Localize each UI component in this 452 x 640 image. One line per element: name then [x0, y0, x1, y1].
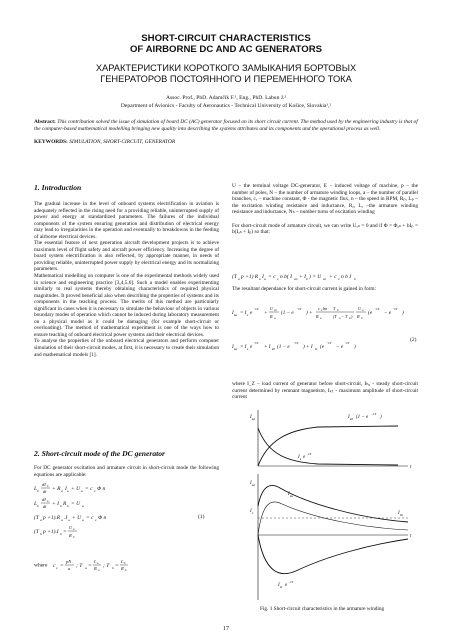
svg-text:c: c	[318, 306, 320, 311]
equation-short-circuit-graphic	[232, 268, 418, 282]
right-column-text	[232, 183, 418, 236]
svg-text:b: b	[124, 568, 127, 572]
svg-text:I: I	[232, 310, 234, 316]
svg-text:kt: kt	[280, 585, 283, 589]
svg-text:e: e	[94, 489, 96, 493]
svg-text:−t/T: −t/T	[288, 580, 294, 584]
svg-text:Φ n: Φ n	[98, 515, 107, 521]
svg-text:=: =	[59, 563, 64, 569]
svg-text:e: e	[321, 308, 323, 312]
svg-text:.I: .I	[64, 515, 68, 521]
svg-text:+ I: + I	[299, 274, 306, 280]
svg-text:I: I	[262, 274, 264, 280]
svg-text:(T: (T	[34, 515, 39, 521]
svg-text:e: e	[303, 455, 306, 460]
keywords-text: SIMULATION, SHORT-CIRCUIT, GENERATOR	[67, 139, 176, 145]
svg-text:−t/T: −t/T	[371, 412, 377, 416]
svg-text:b: b	[47, 484, 49, 488]
svg-text:b: b	[354, 277, 356, 281]
svg-text:L: L	[120, 559, 124, 564]
svg-text:= I: = I	[240, 310, 247, 316]
svg-text:en: en	[274, 308, 277, 312]
svg-text:R: R	[357, 314, 360, 319]
panel1-decay-curve	[258, 428, 398, 465]
svg-text:R: R	[270, 314, 273, 319]
svg-text:a: a	[81, 489, 83, 493]
paragraph: The essential feature of next generation aircraft development projects is to achieve maximum level of flight safety and aircraft power efficiency. Increasing the degree of board system electrification is also reflected, by appropriate manner, in needs of providing reliable, uninterrupted power supply by electrical energy and its normalizing parameters.	[34, 240, 219, 273]
figure-1	[248, 400, 418, 610]
svg-text:e: e	[338, 277, 340, 281]
paragraph: The gradual increase in the level of onboard systems electrification in aviation is adequately reflected in the rising need for a providing reliable, uninterrupted supply of power and energy at standardized parameters. The failures of the individual components of the system ensuring generation and distribution of electrical energy may lead to irregularities in the operation and eventually to breakdowns in the feeding of airborne electrical devices.	[34, 201, 219, 240]
svg-text:e: e	[55, 566, 58, 570]
equation-short-circuit-mode	[232, 268, 418, 285]
svg-text:b: b	[73, 535, 75, 539]
svg-text:−t/T: −t/T	[293, 341, 299, 345]
paragraph: where I_Z – load current of generator before short-circuit, Iₕ₀ - steady short-circuit current determined by remnant magnetism, Iₖₜ - maximum amplitude of short-circuit current	[232, 381, 418, 401]
svg-text:a: a	[67, 566, 71, 571]
svg-text:+ U: + U	[72, 515, 82, 521]
svg-text:R: R	[93, 566, 97, 571]
svg-text:z: z	[300, 457, 302, 461]
svg-text:R: R	[316, 314, 319, 319]
svg-text:= I: = I	[240, 344, 247, 350]
svg-text:I: I	[278, 583, 280, 588]
svg-text:−t/T: −t/T	[306, 452, 312, 456]
svg-text:n b I: n b I	[341, 274, 352, 280]
svg-text:p +1) R: p +1) R	[241, 274, 259, 280]
svg-text:b: b	[306, 277, 308, 281]
svg-text:n b( I: n b( I	[280, 274, 292, 280]
svg-text:; T: ; T	[75, 563, 83, 569]
equation-2-graphic	[232, 298, 418, 370]
svg-text:k0: k0	[350, 417, 354, 421]
svg-text:c: c	[52, 563, 56, 569]
title-russian-line1: ХАРАКТЕРИСТИКИ КОРОТКОГО ЗАМЫКАНИЯ БОРТОВЫХ	[95, 63, 357, 73]
svg-text:a: a	[84, 566, 87, 570]
svg-text:R: R	[120, 566, 124, 571]
svg-text:(e: (e	[368, 310, 373, 316]
panel2-negative-component-curve	[258, 535, 408, 574]
section-heading-introduction: 1. Introduction	[34, 183, 82, 192]
where-label: where	[34, 562, 48, 569]
svg-text:= c: = c	[85, 486, 93, 492]
svg-text:dI: dI	[42, 482, 46, 487]
equation-2-number: (2)	[410, 337, 417, 343]
svg-text:−t/T: −t/T	[344, 341, 350, 345]
svg-text:T: T	[333, 306, 336, 311]
svg-text:; T: ; T	[102, 563, 110, 569]
svg-text:I: I	[298, 455, 300, 460]
svg-text:b: b	[60, 504, 62, 508]
keywords	[34, 139, 420, 146]
svg-text:L: L	[93, 559, 97, 564]
svg-text:Φ n: Φ n	[97, 486, 106, 492]
svg-text:a: a	[40, 518, 42, 522]
svg-text:ka: ka	[234, 313, 238, 317]
svg-text:=: =	[63, 529, 67, 535]
svg-text:b: b	[361, 316, 363, 320]
svg-text:): )	[354, 344, 356, 350]
keywords-label: KEYWORDS:	[34, 139, 68, 145]
paragraph: For short-circuit mode of armature circuit, we can write Uₐₙ = 0 and if Φ = Φₐₙ + bIₚ = b(Iₐₙ + Iₚ) so that:	[232, 222, 418, 236]
svg-text:e: e	[250, 344, 253, 350]
introduction-text	[34, 201, 219, 358]
equation-1-number: (1)	[198, 514, 205, 520]
paragraph: Mathematical modelling on computer is one of the experimental methods widely used in science and engineering practice [3,4,5,6]. Such a model enables experimenting similarly to real systems thereby obtaining characteristics of required physical magnitudes. It proved beneficial also when describing the properties of systems and its components in the teaching process. The merits of this method are particularly significant in cases when it is necessary to simulate the behaviour of objects in various boundary modes of operation which cannot be induced during laboratory measurement on a physical model as it could be damaging (for example short-circuit or overloading). The method of mathematical experiment is one of the ways how to ensure teaching of onboard electrical power systems and their electrical devices.	[34, 273, 219, 338]
title-english-line2: OF AIRBORNE DC AND AC GENERATORS	[129, 44, 323, 55]
svg-text:U: U	[69, 525, 73, 530]
paragraph: The resultant dependance for short-circuit current is gained in form:	[232, 286, 376, 292]
affiliation: Department of Avionics - Faculty of Aeronautics - Technical University of Košice, Slovakia¹,²	[120, 103, 332, 109]
svg-text:+ I: + I	[264, 344, 271, 350]
svg-text:b: b	[40, 532, 42, 536]
panel2-total-current-curve	[258, 485, 408, 522]
svg-text:L: L	[34, 501, 38, 507]
svg-text:R: R	[69, 533, 72, 538]
svg-text:dI: dI	[42, 497, 46, 502]
svg-text:b: b	[349, 316, 351, 320]
svg-text:−t/T: −t/T	[253, 341, 259, 345]
svg-text:I: I	[288, 492, 290, 497]
svg-text:(1 − e: (1 − e	[277, 344, 290, 350]
svg-text:a: a	[68, 518, 70, 522]
svg-text:I: I	[232, 344, 234, 350]
svg-text:e: e	[95, 518, 97, 522]
svg-text:b: b	[37, 489, 39, 493]
svg-text:z: z	[252, 511, 254, 515]
svg-text:a: a	[274, 316, 276, 320]
svg-text:b: b	[123, 561, 126, 565]
svg-text:a: a	[61, 489, 63, 493]
svg-text:a: a	[238, 277, 240, 281]
svg-text:=: =	[114, 563, 119, 569]
svg-text:(T: (T	[333, 314, 337, 319]
svg-text:ka: ka	[290, 494, 294, 498]
short-circuit-text	[34, 465, 219, 478]
right-column-text-2	[232, 286, 418, 293]
svg-text:R: R	[63, 501, 67, 507]
svg-text:p +1).I: p +1).I	[43, 529, 59, 535]
svg-text:a: a	[320, 316, 322, 320]
svg-text:) + I: ) + I	[303, 344, 313, 350]
svg-text:I: I	[398, 511, 400, 516]
svg-text:U: U	[358, 306, 362, 311]
abstract-text: This contribution solved the issue of simulation of board DC (AC) generator focused on its short circuit current. The method used by the engineering industry is that of the computer-based mathematical modelling bringing new quality into describing the systems attributes and its components and the operational process as well.	[34, 119, 418, 132]
svg-text:ka: ka	[252, 483, 256, 487]
equation-2	[232, 298, 418, 373]
svg-text:t: t	[410, 465, 412, 470]
svg-text:−t/T: −t/T	[374, 307, 380, 311]
svg-text:(e: (e	[320, 344, 325, 350]
svg-text:= c: = c	[268, 274, 276, 280]
svg-text:e: e	[250, 310, 253, 316]
svg-text:dt: dt	[43, 504, 47, 509]
svg-text:(T: (T	[232, 274, 237, 280]
svg-text:en: en	[323, 277, 327, 281]
svg-text:I: I	[250, 509, 252, 514]
svg-text:+: +	[264, 310, 268, 316]
authors: Assoc. Prof., PhD. Adamčík F.¹, Eng., PhD. Labun J.²	[165, 95, 287, 101]
svg-text:e: e	[285, 583, 288, 588]
svg-text:): )	[380, 415, 382, 420]
svg-text:(1 − e: (1 − e	[281, 310, 294, 316]
svg-text:− e: − e	[336, 344, 344, 350]
svg-text:(T: (T	[34, 529, 39, 535]
title-russian-line2: ГЕНЕРАТОРОВ ПОСТОЯННОГО И ПЕРЕМЕННОГО ТОКА	[100, 74, 352, 84]
svg-text:−t/T: −t/T	[296, 307, 302, 311]
equation-1-graphic	[34, 481, 224, 553]
svg-text:a: a	[362, 308, 364, 312]
svg-text:−t/T: −t/T	[326, 341, 332, 345]
svg-text:z: z	[247, 347, 249, 351]
title-english-line1: SHORT-CIRCUIT CHARACTERISTICS	[141, 33, 311, 44]
svg-text:a: a	[339, 316, 341, 320]
section-heading-short-circuit: 2. Short-circuit mode of the DC generator	[34, 449, 165, 458]
svg-text:p +1).R: p +1).R	[43, 515, 61, 521]
svg-text:a: a	[82, 504, 84, 508]
right-column-text-3	[232, 381, 418, 401]
svg-text:b: b	[60, 532, 62, 536]
svg-text:= c: = c	[86, 515, 94, 521]
svg-text:I: I	[250, 415, 252, 420]
svg-text:− T: − T	[341, 314, 348, 319]
figure-1-graphic	[248, 400, 418, 605]
svg-text:+ U: + U	[71, 486, 81, 492]
svg-text:b: b	[37, 504, 39, 508]
svg-text:t: t	[410, 534, 412, 539]
svg-text:ka: ka	[252, 417, 256, 421]
svg-text:a: a	[96, 561, 99, 565]
svg-text:+ I: + I	[52, 501, 59, 507]
svg-text:an: an	[294, 277, 298, 281]
paragraph: To analyse the properties of the onboard electrical generators and perform computer simulation of their short-circuit modes, at first, it is necessary to create their simulation and mathematical models [1].	[34, 338, 219, 358]
panel1-rising-curve	[258, 426, 398, 466]
svg-text:a: a	[82, 518, 84, 522]
paragraph: For DC generator excitation and armature circuit in short-circuit mode the following equations are applicable:	[34, 465, 219, 478]
svg-text:+ R: + R	[52, 486, 61, 492]
svg-text:I: I	[250, 481, 252, 486]
svg-text:−t/T: −t/T	[392, 307, 398, 311]
svg-text:bn: bn	[323, 306, 328, 311]
svg-text:a: a	[264, 277, 266, 281]
svg-text:dt: dt	[43, 489, 47, 494]
svg-text:− e: − e	[384, 310, 392, 316]
equation-constants	[34, 557, 189, 573]
svg-text:I: I	[348, 415, 350, 420]
svg-text:U: U	[270, 306, 274, 311]
abstract	[34, 119, 420, 132]
svg-text:kt: kt	[315, 347, 318, 351]
svg-text:a: a	[67, 489, 69, 493]
svg-text:−t/T: −t/T	[253, 307, 259, 311]
svg-text:L: L	[34, 486, 38, 492]
page-number: 17	[223, 626, 229, 632]
svg-text:(1 − e: (1 − e	[356, 415, 369, 420]
svg-text:=: =	[87, 563, 92, 569]
constants-graphic	[49, 557, 189, 573]
svg-text:k0: k0	[272, 347, 276, 351]
svg-text:b: b	[111, 566, 114, 570]
svg-text:e: e	[277, 277, 279, 281]
svg-text:) = U: ) = U	[309, 274, 322, 280]
svg-text:+ c: + c	[329, 274, 337, 280]
figure-1-caption: Fig. 1 Short-circuit characteristics in the armature winding	[260, 606, 385, 612]
svg-text:a: a	[97, 568, 100, 572]
svg-text:) +: ) +	[306, 310, 313, 316]
svg-text:a: a	[259, 277, 261, 281]
equation-1	[34, 481, 224, 556]
svg-text:k0: k0	[400, 513, 404, 517]
paragraph: U – the terminal voltage DC-generator, E – induced voltage of machine, p – the number of poles, N – the number of armature winding loops, a – the number of parallel branches, cₑ – machine constant, Φ - the magnetic flux, n – the speed in RPM, Rₚ, Lₚ – the excitation winding resistance and inductance, Rₐ, Lₐ –the armature winding resistance and inductance, Nₕ – number turns of excitation winding	[232, 183, 418, 216]
svg-text:I: I	[65, 486, 67, 492]
abstract-label: Abstract:	[34, 119, 56, 125]
svg-text:= U: = U	[71, 501, 81, 507]
svg-text:b: b	[337, 308, 339, 312]
svg-text:a: a	[61, 518, 63, 522]
svg-text:b: b	[67, 504, 69, 508]
svg-text:): )	[351, 314, 353, 319]
svg-text:pN: pN	[65, 559, 72, 564]
svg-text:ka: ka	[234, 347, 238, 351]
svg-text:a: a	[73, 527, 75, 531]
panel2-component-curve	[258, 502, 408, 535]
svg-text:b: b	[47, 499, 49, 503]
svg-text:z: z	[247, 313, 249, 317]
svg-text:): )	[402, 310, 404, 316]
